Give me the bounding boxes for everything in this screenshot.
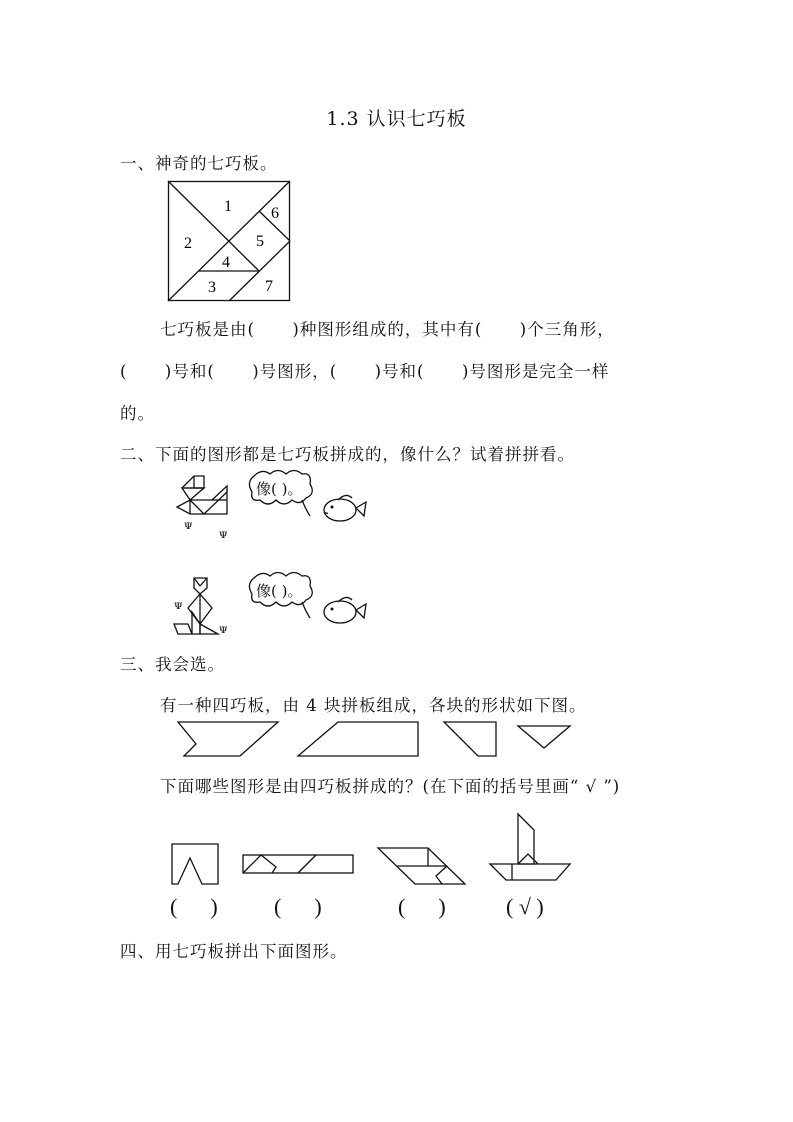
tangram-label-1: 1 xyxy=(224,198,232,215)
page-title: 1.3 认识七巧板 xyxy=(326,108,467,130)
section2-heading: 二、下面的图形都是七巧板拼成的，像什么？试着拼拼看。 xyxy=(120,445,575,464)
answer-bracket-1[interactable]: ( ) xyxy=(170,894,218,919)
section4-heading: 四、用七巧板拼出下面图形。 xyxy=(120,942,348,961)
tangram-label-7: 7 xyxy=(265,278,273,295)
tangram-label-6: 6 xyxy=(271,205,279,222)
grass-icon: ᴪ xyxy=(184,518,193,532)
section1-line2: ( )号和( )号图形，( )号和( )号图形是完全一样 xyxy=(120,362,610,381)
grass-icon: ᴪ xyxy=(219,622,228,636)
bubble-text: 像( )。 xyxy=(256,582,303,600)
section1-line1: 七巧板是由( )种图形组成的，其中有( )个三角形， xyxy=(160,320,615,339)
bubble-text: 像( )。 xyxy=(256,480,303,498)
grass-icon: ᴪ xyxy=(219,527,228,541)
answer-bracket-2[interactable]: ( ) xyxy=(274,894,322,919)
fish-icon xyxy=(318,492,368,528)
fish-icon xyxy=(318,594,368,630)
section1-heading: 一、神奇的七巧板。 xyxy=(120,154,278,173)
answer-bracket-4[interactable]: ( √ ) xyxy=(506,894,544,919)
tangram-label-5: 5 xyxy=(256,233,264,250)
section3-intro: 有一种四巧板，由 4 块拼板组成，各块的形状如下图。 xyxy=(160,696,587,715)
four-piece-shapes xyxy=(170,720,580,760)
tangram-label-2: 2 xyxy=(184,235,192,252)
grass-icon: ᴪ xyxy=(174,598,183,612)
option-figures xyxy=(170,812,580,892)
tangram-square-diagram xyxy=(168,181,290,301)
tangram-label-4: 4 xyxy=(222,254,230,271)
section3-question: 下面哪些图形是由四巧板拼成的？(在下面的括号里画“ √ ”) xyxy=(160,777,621,796)
section1-line3: 的。 xyxy=(120,404,155,423)
section3-heading: 三、我会选。 xyxy=(120,655,225,674)
tangram-duck-figure xyxy=(172,472,232,532)
tangram-label-3: 3 xyxy=(208,279,216,296)
answer-bracket-3[interactable]: ( ) xyxy=(398,894,446,919)
